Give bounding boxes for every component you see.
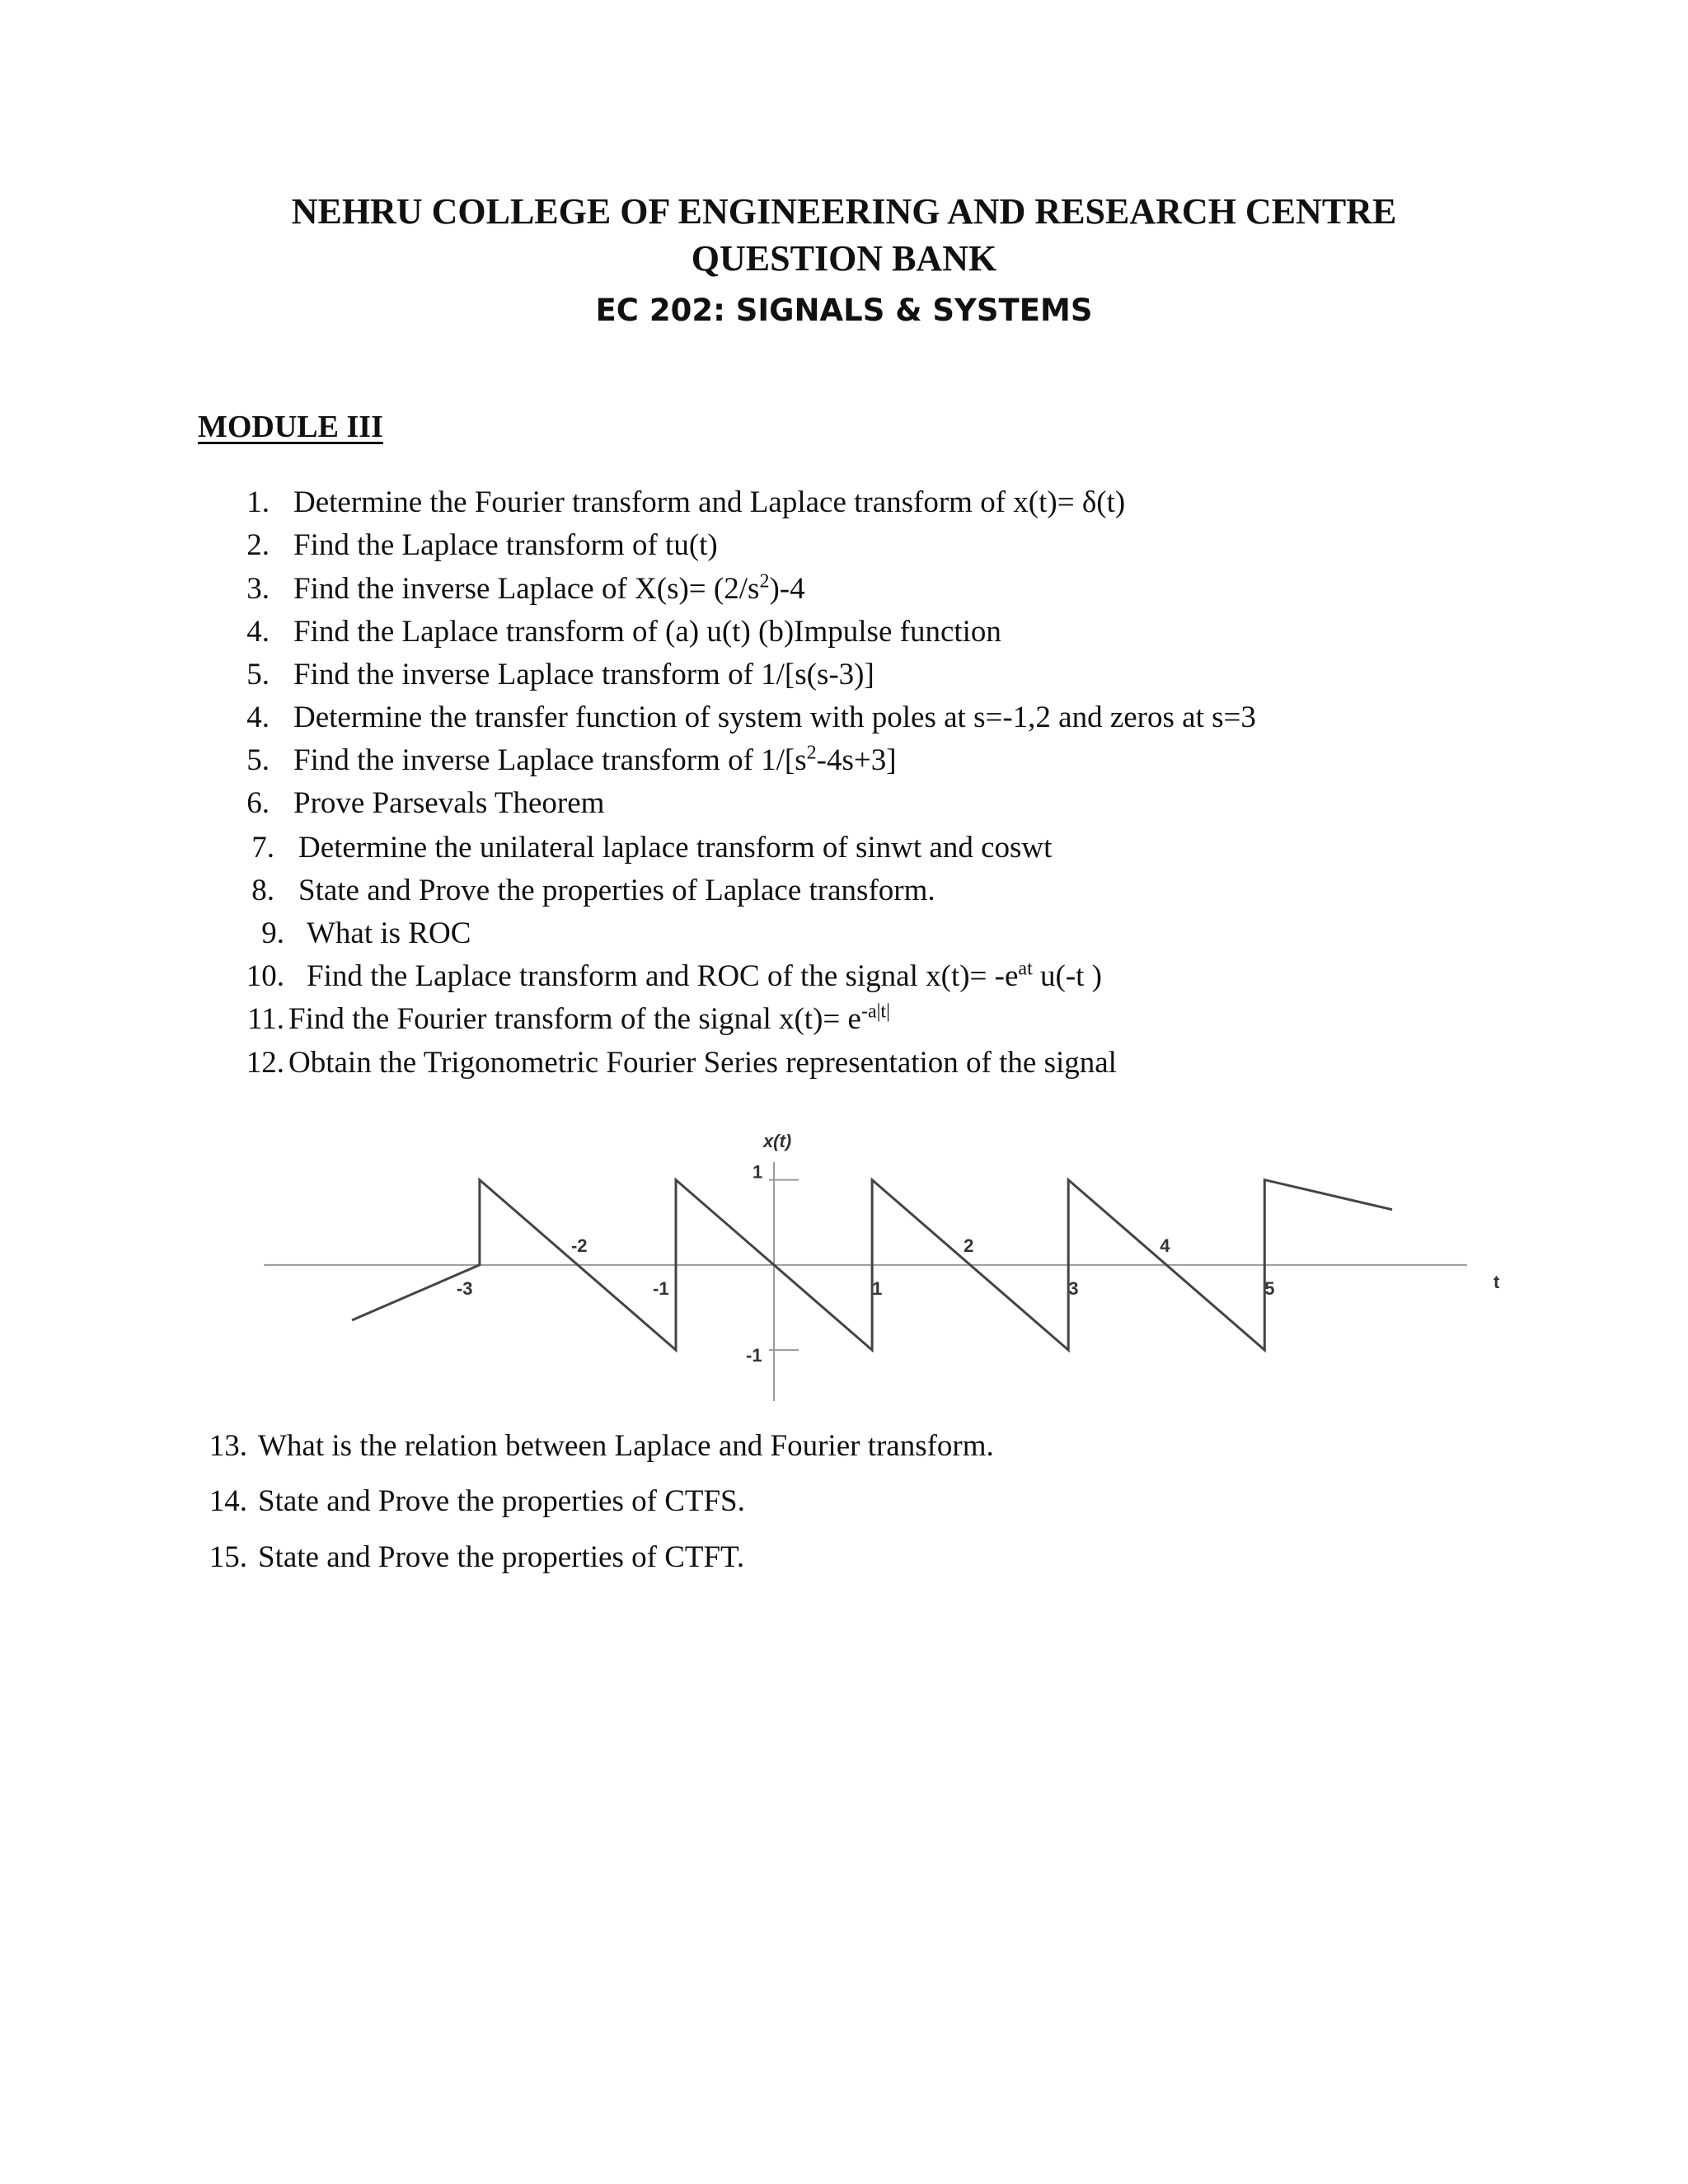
question-text: Find the Laplace transform of (a) u(t) (b)Impulse function [293, 615, 1001, 649]
question-number: 3. [246, 572, 270, 606]
question-number: 13. [209, 1429, 247, 1463]
question-number: 14. [209, 1484, 247, 1518]
y-tick-label: -1 [746, 1345, 762, 1366]
question-number: 4. [246, 701, 270, 734]
question-number: 7. [251, 831, 274, 865]
question-text: Determine the Fourier transform and Laplace transform of x(t)= δ(t) [293, 485, 1126, 519]
question-number: 10. [246, 959, 284, 993]
question-text: What is the relation between Laplace and Fourier transform. [258, 1429, 994, 1463]
question-text-part: Find the Fourier transform of the signal x(t)= e [288, 1002, 861, 1036]
question-text: Prove Parsevals Theorem [293, 786, 605, 820]
college-name: NEHRU COLLEGE OF ENGINEERING AND RESEARCH CENTRE [291, 191, 1397, 232]
x-tick-label: 5 [1264, 1277, 1275, 1299]
x-tick-label: 4 [1160, 1235, 1170, 1256]
question-number: 4. [246, 615, 270, 649]
superscript: 2 [806, 742, 817, 764]
question-number: 2. [246, 528, 270, 562]
question-text: Determine the transfer function of system with poles at s=-1,2 and zeros at s=3 [293, 701, 1256, 734]
y-tick-label: 1 [753, 1161, 763, 1183]
x-tick-label: 1 [872, 1277, 883, 1299]
chart-xlabel: t [1493, 1271, 1500, 1292]
question-text [307, 958, 1102, 994]
superscript: -a|t| [860, 1001, 890, 1023]
question-text-part: Find the inverse Laplace of X(s)= (2/s [293, 572, 760, 606]
question-text [293, 571, 805, 607]
question-number: 5. [246, 743, 270, 777]
question-text: What is ROC [307, 916, 471, 950]
question-text: Find the inverse Laplace transform of 1/[s(s-3)] [293, 658, 874, 691]
question-number: 9. [261, 916, 284, 950]
question-number: 6. [246, 786, 270, 820]
doc-type: QUESTION BANK [691, 238, 997, 279]
superscript: 2 [759, 570, 770, 593]
x-tick-label: -2 [570, 1235, 588, 1256]
question-text-part: Find the inverse Laplace transform of 1/[s [293, 743, 807, 777]
question-text-part: -4s+3] [816, 743, 897, 777]
question-text-part: )-4 [769, 572, 805, 606]
question-text: Obtain the Trigonometric Fourier Series representation of the signal [288, 1046, 1117, 1080]
question-text-part: Find the Laplace transform and ROC of the signal x(t)= -e [307, 959, 1019, 993]
question-text: State and Prove the properties of CTFT. [258, 1540, 745, 1574]
sawtooth-chart [264, 1131, 1500, 1401]
x-tick-label: -3 [456, 1277, 473, 1299]
x-tick-label: 2 [964, 1235, 974, 1256]
question-number: 5. [246, 658, 270, 691]
question-text: Determine the unilateral laplace transform of sinwt and coswt [298, 831, 1053, 865]
question-number: 15. [209, 1540, 247, 1574]
module-heading: MODULE III [198, 410, 383, 444]
question-number: 1. [246, 485, 270, 519]
x-tick-label: 3 [1068, 1277, 1079, 1299]
question-text: State and Prove the properties of CTFS. [258, 1484, 745, 1518]
question-number: 8. [251, 874, 274, 907]
question-text: Find the Laplace transform of tu(t) [293, 528, 718, 562]
superscript: at [1018, 958, 1033, 980]
course-title: EC 202: SIGNALS & SYSTEMS [595, 293, 1093, 328]
question-text [288, 1001, 890, 1037]
question-number: 12. [246, 1046, 284, 1080]
question-text [293, 743, 897, 778]
document-header [0, 188, 1688, 336]
x-tick-label: -1 [653, 1277, 669, 1299]
question-text: State and Prove the properties of Laplace transform. [298, 874, 935, 907]
question-number: 11. [247, 1002, 284, 1036]
chart-ylabel: x(t) [762, 1131, 792, 1151]
question-text-part: u(-t ) [1032, 959, 1102, 993]
